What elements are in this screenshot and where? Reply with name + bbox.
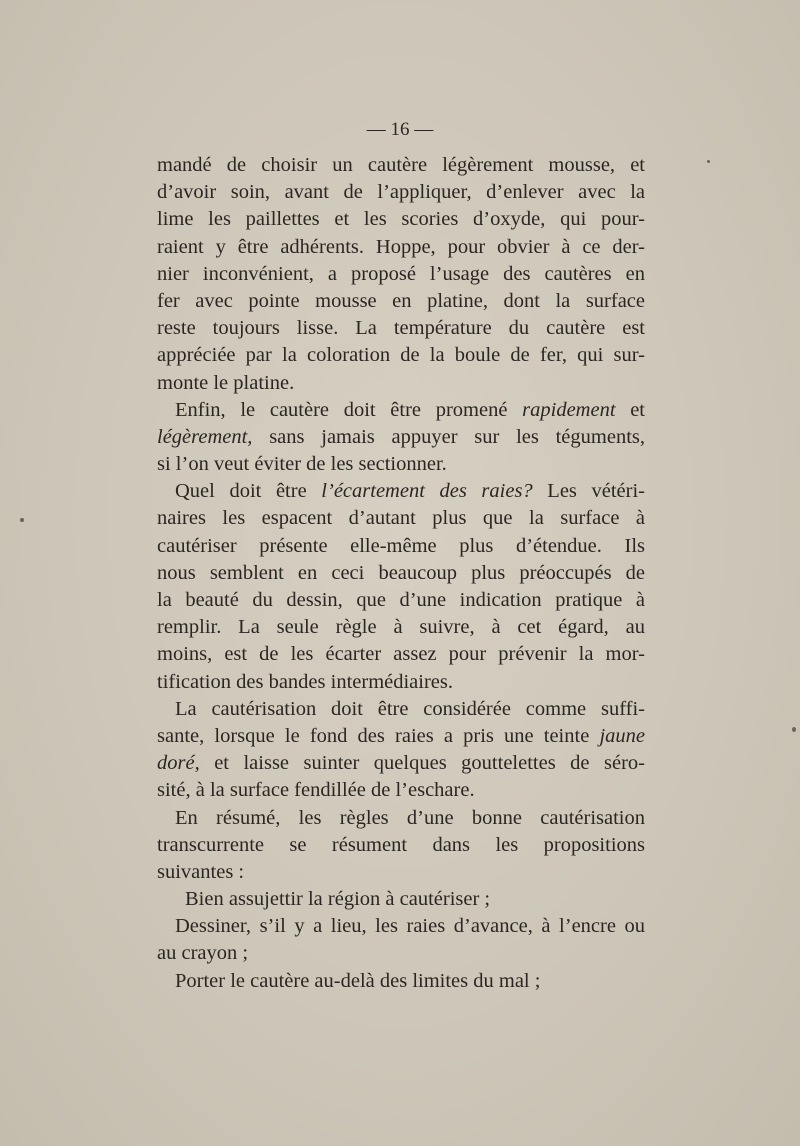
paper-speck bbox=[20, 518, 24, 522]
text-line: Bien assujettir la région à cautériser ; bbox=[185, 888, 491, 911]
text-line: cautériser présente elle-même plus d’étendue. Ils bbox=[157, 534, 645, 557]
text-line: Porter le cautère au-delà des limites du mal ; bbox=[175, 969, 541, 992]
page-number: — 16 — bbox=[366, 119, 434, 140]
text-line: En résumé, les règles d’une bonne cautérisation bbox=[175, 806, 645, 829]
text-line: Enfin, le cautère doit être promené rapidement et bbox=[175, 398, 646, 421]
text-line: d’avoir soin, avant de l’appliquer, d’enlever avec la bbox=[157, 181, 645, 204]
paper-speck bbox=[707, 160, 710, 163]
text-line: La cautérisation doit être considérée comme suffi- bbox=[175, 697, 645, 720]
text-line: moins, est de les écarter assez pour prévenir la mor- bbox=[157, 643, 645, 666]
text-line: transcurrente se résument dans les propositions bbox=[157, 833, 645, 856]
text-line: Quel doit être l’écartement des raies? Les vétéri- bbox=[175, 480, 645, 503]
text-line: Dessiner, s’il y a lieu, les raies d’avance, à l’encre ou bbox=[175, 915, 645, 938]
text-line: la beauté du dessin, que d’une indication pratique à bbox=[157, 589, 645, 611]
text-line: monte le platine. bbox=[157, 371, 295, 394]
text-line: tification des bandes intermédiaires. bbox=[157, 670, 454, 693]
text-line: naires les espacent d’autant plus que la surface à bbox=[157, 507, 645, 530]
text-line: nous semblent en ceci beaucoup plus préoccupés de bbox=[157, 561, 645, 584]
text-line: suivantes : bbox=[157, 860, 245, 883]
text-line: si l’on veut éviter de les sectionner. bbox=[157, 453, 447, 476]
text-line: fer avec pointe mousse en platine, dont la surface bbox=[157, 289, 645, 312]
body-text bbox=[157, 152, 645, 995]
text-line: sité, à la surface fendillée de l’eschare. bbox=[157, 779, 475, 802]
text-line: doré, et laisse suinter quelques gouttelettes de séro- bbox=[157, 752, 645, 775]
text-line: légèrement, sans jamais appuyer sur les téguments, bbox=[157, 425, 645, 448]
text-line: mandé de choisir un cautère légèrement mousse, et bbox=[157, 154, 645, 176]
text-line: raient y être adhérents. Hoppe, pour obvier à ce der- bbox=[157, 235, 645, 258]
paper-speck bbox=[792, 727, 796, 732]
text-line: lime les paillettes et les scories d’oxyde, qui pour- bbox=[157, 208, 645, 231]
text-line: sante, lorsque le fond des raies a pris une teinte jaune bbox=[157, 724, 645, 747]
text-line: appréciée par la coloration de la boule de fer, qui sur- bbox=[157, 344, 645, 367]
text-line: au crayon ; bbox=[157, 942, 249, 965]
text-line: remplir. La seule règle à suivre, à cet égard, au bbox=[157, 616, 645, 639]
text-line: reste toujours lisse. La température du cautère est bbox=[157, 317, 645, 340]
text-line: nier inconvénient, a proposé l’usage des cautères en bbox=[157, 262, 645, 285]
